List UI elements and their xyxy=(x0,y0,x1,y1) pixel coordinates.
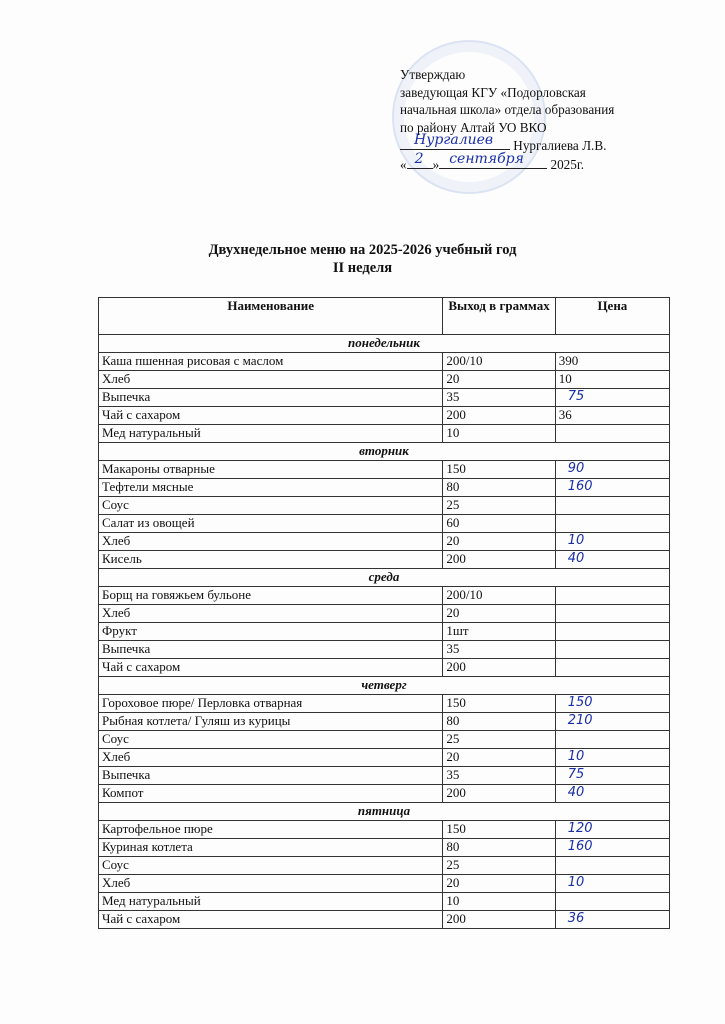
dish-name: Фрукт xyxy=(99,623,443,641)
dish-weight: 20 xyxy=(443,371,555,389)
dish-weight: 80 xyxy=(443,713,555,731)
approval-line: начальная школа» отдела образования xyxy=(400,102,615,118)
table-row xyxy=(99,641,670,659)
dish-price xyxy=(555,515,669,533)
approval-year: 2025г. xyxy=(550,156,585,172)
menu-body xyxy=(99,335,670,929)
table-row xyxy=(99,587,670,605)
dish-weight: 60 xyxy=(443,515,555,533)
dish-price xyxy=(555,641,669,659)
header-price: Цена xyxy=(555,298,669,335)
dish-price: 36 xyxy=(555,407,669,425)
approval-line: по району Алтай УО ВКО xyxy=(400,119,547,135)
dish-price: 150 xyxy=(555,695,669,713)
dish-weight: 150 xyxy=(443,695,555,713)
dish-name: Чай с сахаром xyxy=(99,911,443,929)
dish-name: Хлеб xyxy=(99,875,443,893)
dish-price xyxy=(555,425,669,443)
table-row xyxy=(99,857,670,875)
dish-name: Соус xyxy=(99,731,443,749)
dish-price: 10 xyxy=(555,371,669,389)
dish-name: Тефтели мясные xyxy=(99,479,443,497)
table-row xyxy=(99,407,670,425)
title-line-2: II неделя xyxy=(332,260,393,276)
table-row xyxy=(99,515,670,533)
day-label: вторник xyxy=(99,443,670,461)
dish-name: Чай с сахаром xyxy=(99,659,443,677)
dish-name: Выпечка xyxy=(99,767,443,785)
dish-price: 160 xyxy=(555,479,669,497)
dish-weight: 200 xyxy=(443,659,555,677)
dish-weight: 25 xyxy=(443,497,555,515)
table-row xyxy=(99,785,670,803)
dish-weight: 20 xyxy=(443,749,555,767)
table-row xyxy=(99,731,670,749)
dish-weight: 80 xyxy=(443,479,555,497)
dish-price: 75 xyxy=(555,389,669,407)
day-row xyxy=(99,569,670,587)
handwritten-day: 2 xyxy=(414,150,424,167)
day-row xyxy=(99,335,670,353)
day-label: четверг xyxy=(99,677,670,695)
dish-weight: 35 xyxy=(443,767,555,785)
dish-price: 90 xyxy=(555,461,669,479)
header-name: Наименование xyxy=(99,298,443,335)
table-row xyxy=(99,497,670,515)
day-label: пятница xyxy=(99,803,670,821)
dish-name: Хлеб xyxy=(99,749,443,767)
approval-line: заведующая КГУ «Подорловская xyxy=(400,84,586,100)
dish-price xyxy=(555,605,669,623)
day-row xyxy=(99,443,670,461)
dish-name: Соус xyxy=(99,857,443,875)
dish-name: Куриная котлета xyxy=(99,839,443,857)
table-row xyxy=(99,695,670,713)
dish-price xyxy=(555,497,669,515)
dish-name: Чай с сахаром xyxy=(99,407,443,425)
dish-weight: 150 xyxy=(443,821,555,839)
dish-price: 390 xyxy=(555,353,669,371)
dish-weight: 25 xyxy=(443,731,555,749)
dish-weight: 200 xyxy=(443,785,555,803)
table-row xyxy=(99,767,670,785)
dish-price xyxy=(555,659,669,677)
dish-weight: 25 xyxy=(443,857,555,875)
table-row xyxy=(99,479,670,497)
dish-name: Гороховое пюре/ Перловка отварная xyxy=(99,695,443,713)
table-row xyxy=(99,659,670,677)
dish-weight: 200 xyxy=(443,551,555,569)
dish-weight: 35 xyxy=(443,641,555,659)
approval-block xyxy=(400,66,614,174)
dish-name: Соус xyxy=(99,497,443,515)
dish-weight: 10 xyxy=(443,893,555,911)
table-row xyxy=(99,605,670,623)
table-row xyxy=(99,623,670,641)
table-row xyxy=(99,839,670,857)
dish-name: Кисель xyxy=(99,551,443,569)
day-label: понедельник xyxy=(99,335,670,353)
dish-weight: 200/10 xyxy=(443,353,555,371)
dish-name: Выпечка xyxy=(99,389,443,407)
dish-price: 160 xyxy=(555,839,669,857)
dish-weight: 80 xyxy=(443,839,555,857)
handwritten-signature: Нургалиев xyxy=(414,132,494,149)
table-header-row xyxy=(99,298,670,335)
dish-name: Мед натуральный xyxy=(99,893,443,911)
table-row xyxy=(99,533,670,551)
dish-name: Макароны отварные xyxy=(99,461,443,479)
dish-price: 10 xyxy=(555,533,669,551)
dish-weight: 20 xyxy=(443,533,555,551)
approval-date: « 2 » сентября 2025г. xyxy=(400,150,585,172)
table-row xyxy=(99,371,670,389)
dish-weight: 200 xyxy=(443,407,555,425)
dish-name: Хлеб xyxy=(99,605,443,623)
approval-line: Утверждаю xyxy=(400,67,466,82)
dish-name: Хлеб xyxy=(99,533,443,551)
dish-name: Мед натуральный xyxy=(99,425,443,443)
day-row xyxy=(99,677,670,695)
dish-price: 75 xyxy=(555,767,669,785)
dish-price: 120 xyxy=(555,821,669,839)
menu-table xyxy=(98,297,670,929)
dish-price: 210 xyxy=(555,713,669,731)
day-row xyxy=(99,803,670,821)
dish-name: Картофельное пюре xyxy=(99,821,443,839)
dish-name: Выпечка xyxy=(99,641,443,659)
table-row xyxy=(99,713,670,731)
dish-weight: 200/10 xyxy=(443,587,555,605)
dish-name: Компот xyxy=(99,785,443,803)
dish-price: 10 xyxy=(555,875,669,893)
table-row xyxy=(99,821,670,839)
dish-price: 36 xyxy=(555,911,669,929)
dish-weight: 20 xyxy=(443,605,555,623)
dish-weight: 35 xyxy=(443,389,555,407)
handwritten-month: сентября xyxy=(449,150,524,167)
dish-price: 40 xyxy=(555,551,669,569)
header-weight: Выход в граммах xyxy=(443,298,555,335)
day-label: среда xyxy=(99,569,670,587)
document-title xyxy=(0,241,725,277)
table-row xyxy=(99,893,670,911)
table-row xyxy=(99,425,670,443)
dish-name: Салат из овощей xyxy=(99,515,443,533)
dish-name: Хлеб xyxy=(99,371,443,389)
table-row xyxy=(99,551,670,569)
table-row xyxy=(99,911,670,929)
table-row xyxy=(99,875,670,893)
table-row xyxy=(99,461,670,479)
signer-name: Нургалиева Л.В. xyxy=(513,138,607,154)
title-line-1: Двухнедельное меню на 2025-2026 учебный год xyxy=(208,242,517,258)
dish-name: Рыбная котлета/ Гуляш из курицы xyxy=(99,713,443,731)
dish-weight: 200 xyxy=(443,911,555,929)
dish-weight: 10 xyxy=(443,425,555,443)
dish-price: 40 xyxy=(555,785,669,803)
dish-price xyxy=(555,623,669,641)
dish-price: 10 xyxy=(555,749,669,767)
table-row xyxy=(99,389,670,407)
table-row xyxy=(99,749,670,767)
dish-price xyxy=(555,731,669,749)
dish-price xyxy=(555,893,669,911)
dish-weight: 150 xyxy=(443,461,555,479)
dish-weight: 20 xyxy=(443,875,555,893)
dish-price xyxy=(555,587,669,605)
dish-name: Каша пшенная рисовая с маслом xyxy=(99,353,443,371)
dish-price xyxy=(555,857,669,875)
dish-weight: 1шт xyxy=(443,623,555,641)
dish-name: Борщ на говяжьем бульоне xyxy=(99,587,443,605)
table-row xyxy=(99,353,670,371)
